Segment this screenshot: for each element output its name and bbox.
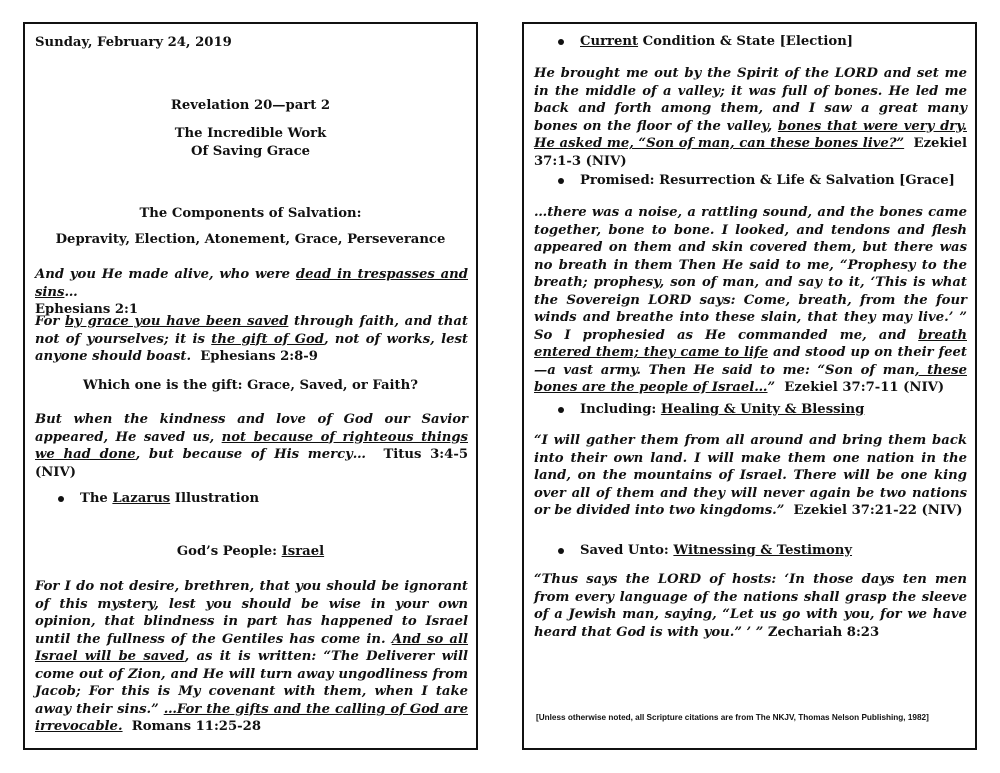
ezekiel-37-1-quote: He brought me out by the Spirit of the LORD and set me in the middle of a valley; it was full of bones. He led me back and forth among them, and I saw a great many bones on the floor of the valley, bones that were very dry. He asked me, “Son of man, can these bones live?” Ezekiel 37:1-3 (NIV) (534, 66, 967, 169)
ezekiel-37-21-quote: “I will gather them from all around and bring them back into their own land. I will make them one nation in the land, on the mountains of Israel. There will be one king over all of them and they will never again be two nations or be divided into two kingdoms.” Ezekiel 37:21-22 (NIV) (534, 433, 967, 518)
scripture-reference: Ephesians 2:1 (35, 302, 139, 317)
current-condition-bullet: Current Condition & State [Election] (580, 34, 854, 49)
scripture-reference: Ephesians 2:8-9 (200, 349, 318, 364)
bullet-icon (558, 548, 564, 554)
components-heading: The Components of Salvation: (139, 206, 362, 221)
scripture-footnote: [Unless otherwise noted, all Scripture citations are from The NKJV, Thomas Nelson Publishing, 1982] (536, 713, 929, 722)
bullet-icon (558, 39, 564, 45)
promised-bullet: Promised: Resurrection & Life & Salvation [Grace] (580, 173, 955, 188)
saved-unto-bullet: Saved Unto: Witnessing & Testimony (580, 543, 853, 558)
service-date: Sunday, February 24, 2019 (35, 35, 232, 50)
bullet-icon (558, 407, 564, 413)
scripture-reference: Ezekiel 37:1-3 (NIV) (534, 136, 967, 169)
israel-heading: God’s People: Israel (176, 544, 325, 559)
zechariah-8-23-quote: “Thus says the LORD of hosts: ‘In those days ten men from every language of the nations shall grasp the sleeve of a Jewish man, saying, “Let us go with you, for we have heard that God is with you.” ’ ” Zechariah 8:23 (534, 572, 967, 640)
components-list: Depravity, Election, Atonement, Grace, Perseverance (55, 232, 446, 247)
including-bullet: Including: Healing & Unity & Blessing (580, 402, 865, 417)
sermon-subtitle-2: Of Saving Grace (190, 144, 311, 159)
sermon-title: Revelation 20—part 2 (170, 98, 331, 113)
titus-3-4-quote: But when the kindness and love of God our Savior appeared, He saved us, not because of righteous things we had done, but because of His mercy… Titus 3:4-5 (NIV) (35, 412, 468, 480)
scripture-reference: Titus 3:4-5 (NIV) (35, 447, 468, 480)
right-panel (522, 22, 977, 750)
left-panel (23, 22, 478, 750)
ephesians-2-1-quote: And you He made alive, who were dead in trespasses and sins… Ephesians 2:1 (35, 267, 468, 317)
scripture-reference: Ezekiel 37:7-11 (NIV) (784, 380, 945, 395)
gift-question: Which one is the gift: Grace, Saved, or Faith? (83, 378, 418, 393)
sermon-subtitle-1: The Incredible Work (174, 126, 327, 141)
scripture-reference: Romans 11:25-28 (131, 719, 261, 734)
ezekiel-37-7-quote: …there was a noise, a rattling sound, and the bones came together, bone to bone. I looked, and tendons and flesh appeared on them and skin covered them, but there was no breath in them Then He said to me, “Prophesy to the breath; prophesy, son of man, and say to it, ‘This is what the Sovereign LORD says: Come, breath, from the four winds and breathe into these slain, that they may live.’ ” So I prophesied as He commanded me, and breath entered them; they came to life and stood up on their feet—a vast army. Then He said to me: “Son of man, these bones are the people of Israel…” Ezekiel 37:7-11 (NIV) (534, 205, 967, 395)
bullet-icon (58, 496, 64, 502)
bullet-icon (558, 178, 564, 184)
lazarus-bullet: The Lazarus Illustration (80, 491, 260, 506)
scripture-reference: Ezekiel 37:21-22 (NIV) (793, 503, 963, 518)
scripture-reference: Zechariah 8:23 (767, 624, 880, 640)
romans-11-25-quote: For I do not desire, brethren, that you should be ignorant of this mystery, lest you should be wise in your own opinion, that blindness in part has happened to Israel until the fullness of the Gentiles has come in. And so all Israel will be saved, as it is written: “The Deliverer will come out of Zion, and He will turn away ungodliness from Jacob; For this is My covenant with them, when I take away their sins.” …For the gifts and the calling of God are irrevocable. Romans 11:25-28 (35, 579, 469, 734)
ephesians-2-8-quote: For by grace you have been saved through faith, and that not of yourselves; it is the gift of God, not of works, lest anyone should boast. Ephesians 2:8-9 (35, 314, 468, 364)
